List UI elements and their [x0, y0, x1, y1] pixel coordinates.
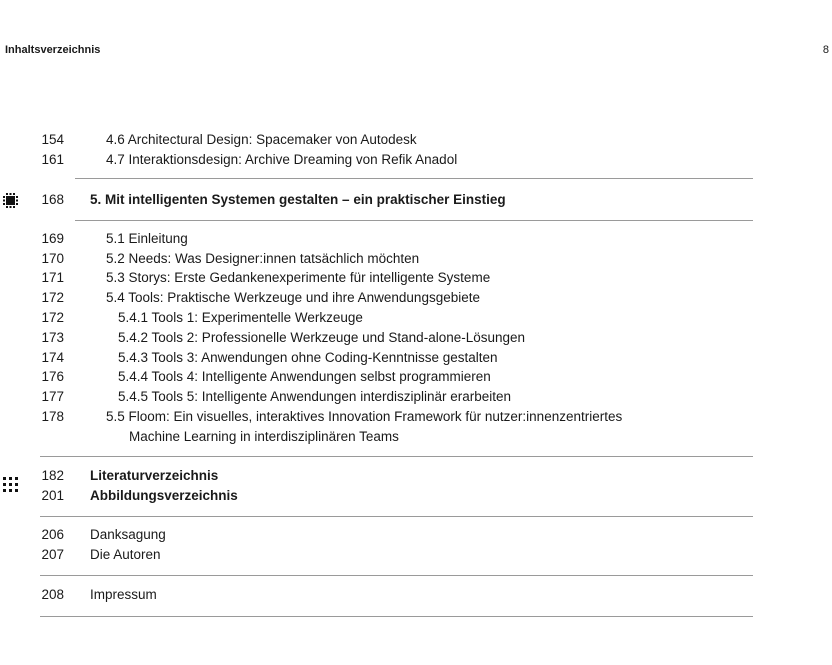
divider [75, 178, 753, 179]
toc-title: 5. Mit intelligenten Systemen gestalten – ein praktischer Einstieg [90, 192, 506, 207]
toc-title: 5.4.4 Tools 4: Intelligente Anwendungen selbst programmieren [118, 369, 491, 384]
toc-page-number: 171 [41, 270, 64, 285]
toc-title: 5.4.2 Tools 2: Professionelle Werkzeuge und Stand-alone-Lösungen [118, 330, 526, 345]
toc-title: Impressum [90, 587, 157, 602]
toc-title: Abbildungsverzeichnis [90, 488, 238, 503]
toc-page-number: 161 [41, 152, 64, 167]
divider [40, 575, 753, 576]
toc-title-continuation: Machine Learning in interdisziplinären Teams [129, 429, 399, 444]
divider [40, 616, 753, 617]
toc-page-number: 178 [41, 409, 64, 424]
toc-title: Danksagung [90, 527, 166, 542]
toc-title: 5.4.3 Tools 3: Anwendungen ohne Coding-Kenntnisse gestalten [118, 350, 498, 365]
toc-page-number: 169 [41, 231, 64, 246]
toc-page-number: 174 [41, 350, 64, 365]
toc-title: 5.4 Tools: Praktische Werkzeuge und ihre Anwendungsgebiete [106, 290, 480, 305]
toc-title: Die Autoren [90, 547, 161, 562]
toc-page-number: 173 [41, 330, 64, 345]
toc-page-number: 170 [41, 251, 64, 266]
toc-title: Literaturverzeichnis [90, 468, 219, 483]
toc-page-number: 201 [41, 488, 64, 503]
divider [75, 220, 753, 221]
toc-title: 5.3 Storys: Erste Gedankenexperimente für intelligente Systeme [106, 270, 491, 285]
toc-page-number: 206 [41, 527, 64, 542]
toc-title: 5.2 Needs: Was Designer:innen tatsächlich möchten [106, 251, 420, 266]
toc-page-number: 182 [41, 468, 64, 483]
toc-title: 5.1 Einleitung [106, 231, 188, 246]
toc-page-number: 172 [41, 290, 64, 305]
toc-page-number: 172 [41, 310, 64, 325]
toc-title: 5.4.5 Tools 5: Intelligente Anwendungen interdisziplinär erarbeiten [118, 389, 512, 404]
toc-page-number: 154 [41, 132, 64, 147]
toc-page-number: 177 [41, 389, 64, 404]
divider [40, 456, 753, 457]
toc-title: 4.7 Interaktionsdesign: Archive Dreaming von Refik Anadol [106, 152, 458, 167]
toc-page-number: 207 [41, 547, 64, 562]
toc-title: 5.5 Floom: Ein visuelles, interaktives Innovation Framework für nutzer:innenzentriertes [106, 409, 623, 424]
toc-title: 5.4.1 Tools 1: Experimentelle Werkzeuge [118, 310, 363, 325]
toc-title: 4.6 Architectural Design: Spacemaker von Autodesk [106, 132, 417, 147]
toc-page-number: 168 [41, 192, 64, 207]
divider [40, 516, 753, 517]
toc-page-number: 176 [41, 369, 64, 384]
running-header-title: Inhaltsverzeichnis [5, 44, 101, 56]
toc-page-number: 208 [41, 587, 64, 602]
page-number: 8 [822, 44, 829, 56]
